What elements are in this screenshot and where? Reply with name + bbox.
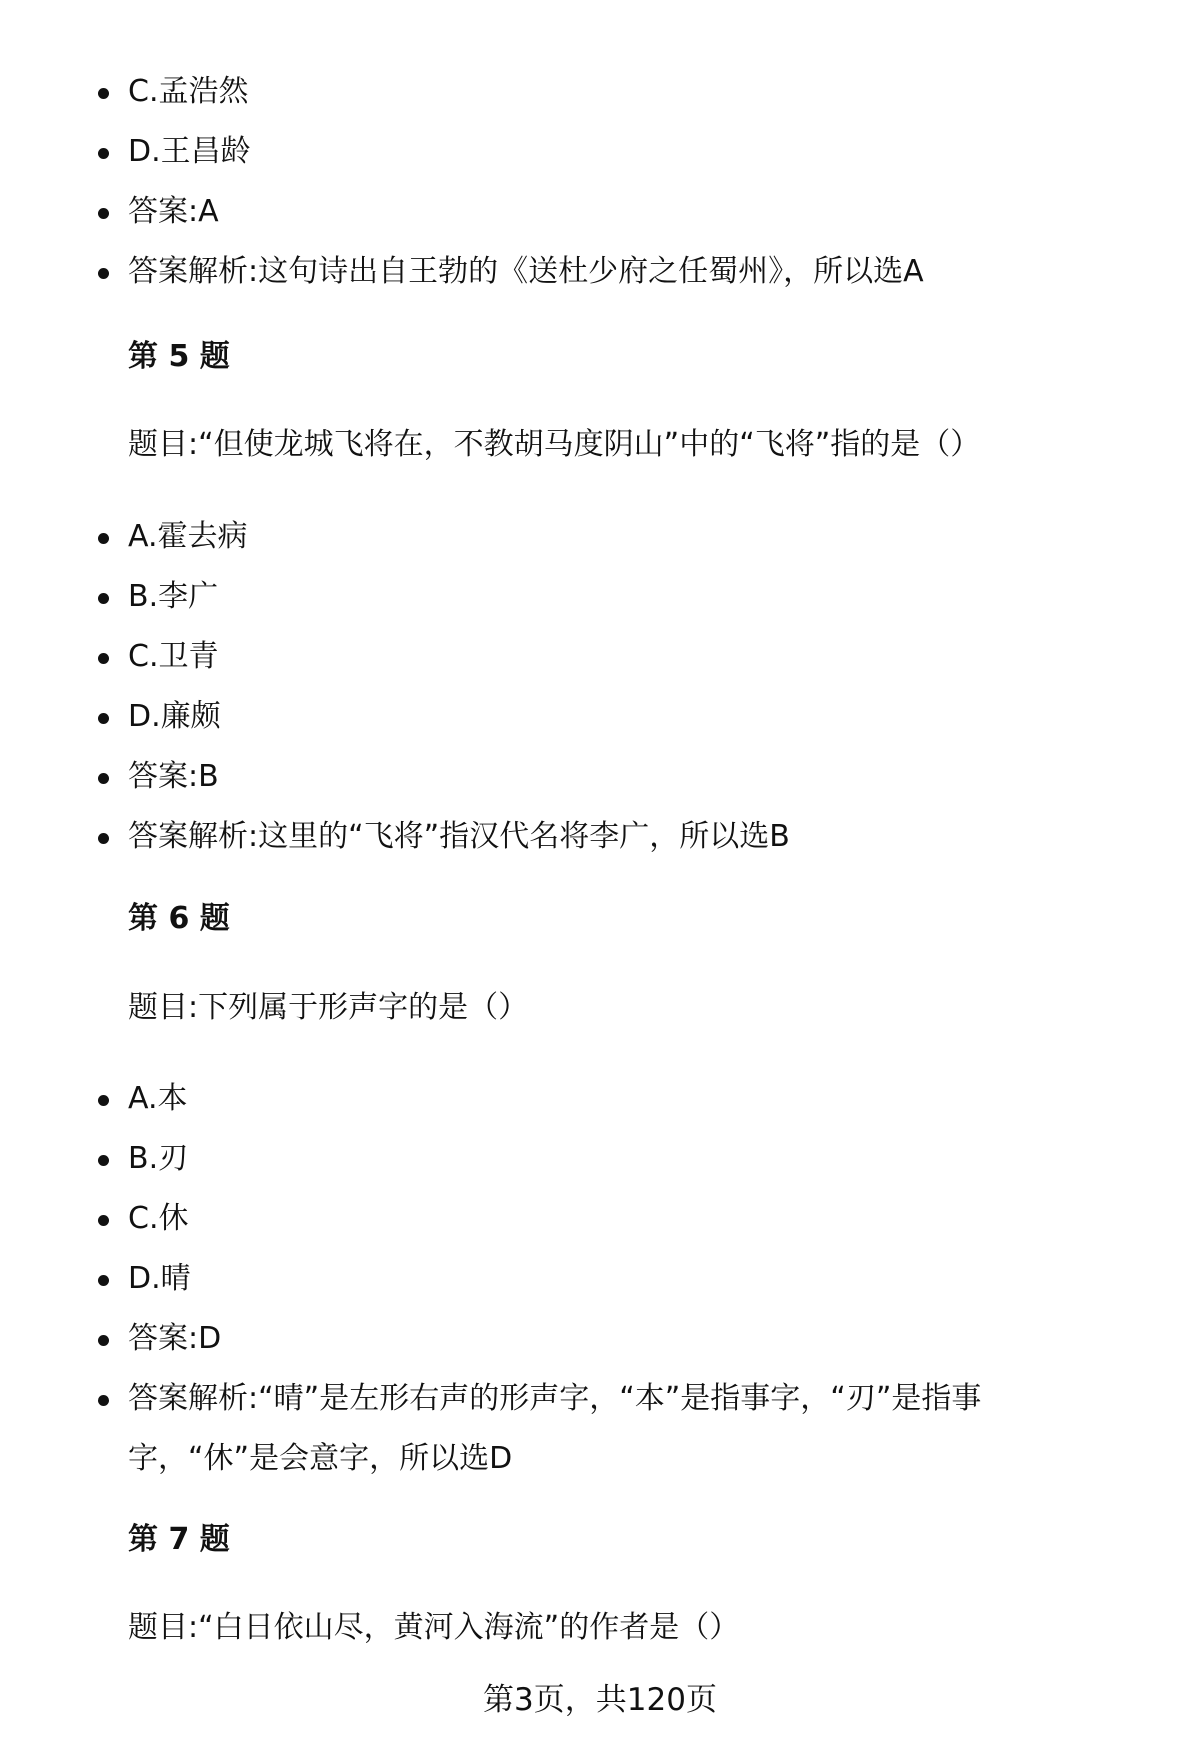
answer: 答案:D	[0, 1309, 1088, 1369]
question-title: 第 7 题	[128, 1522, 230, 1557]
options-list	[0, 1069, 1088, 1489]
option-c: C.休	[0, 1189, 1088, 1249]
option-b: B.李广	[0, 567, 1088, 627]
option-a: A.本	[0, 1069, 1088, 1129]
answer-analysis: 答案解析:这里的“飞将”指汉代名将李广，所以选B	[0, 807, 1088, 867]
question-title: 第 5 题	[128, 339, 230, 374]
option-c: C.卫青	[0, 627, 1088, 687]
page-number: 第3页，共120页	[483, 1682, 717, 1718]
prev-question-list	[0, 62, 1088, 302]
option-c: C.孟浩然	[0, 62, 1088, 122]
options-list	[0, 507, 1088, 867]
answer: 答案:B	[0, 747, 1088, 807]
answer-analysis: 答案解析:这句诗出自王勃的《送杜少府之任蜀州》，所以选A	[0, 242, 1088, 302]
option-b: B.刃	[0, 1129, 1088, 1189]
question-stem: 题目:下列属于形声字的是（）	[128, 990, 529, 1025]
option-d: D.晴	[0, 1249, 1088, 1309]
option-d: D.廉颇	[0, 687, 1088, 747]
question-title: 第 6 题	[128, 901, 230, 936]
question-stem: 题目:“白日依山尽，黄河入海流”的作者是（）	[128, 1610, 740, 1645]
answer: 答案:A	[0, 182, 1088, 242]
option-a: A.霍去病	[0, 507, 1088, 567]
answer-analysis: 答案解析:“晴”是左形右声的形声字，“本”是指事字，“刃”是指事字，“休”是会意字，所以选D	[0, 1369, 1088, 1489]
question-stem: 题目:“但使龙城飞将在，不教胡马度阴山”中的“飞将”指的是（）	[128, 427, 981, 462]
option-d: D.王昌龄	[0, 122, 1088, 182]
